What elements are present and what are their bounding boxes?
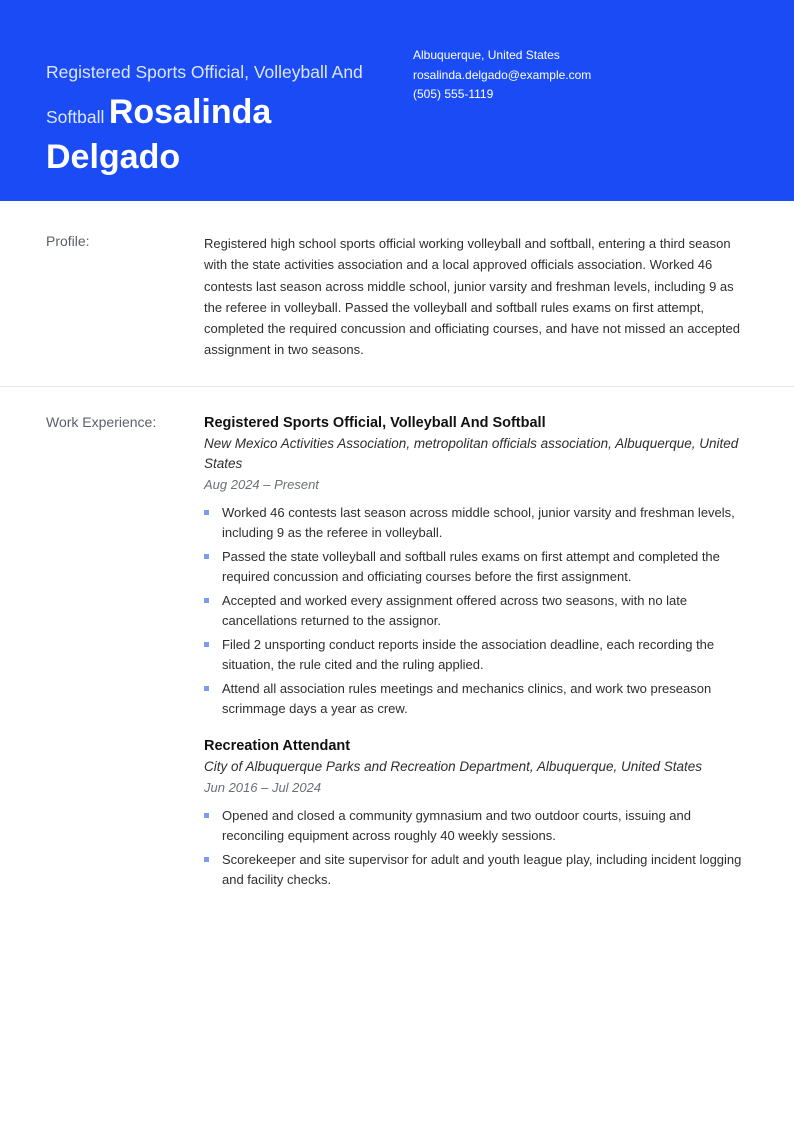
header-name: Rosalinda Delgado [46,93,272,176]
profile-label: Profile: [46,233,90,249]
bullet-square-icon [204,598,209,603]
bullet-text: Worked 46 contests last season across middle school, junior varsity and freshman levels, including 9 as the referee in volleyball. [222,505,735,540]
bullet-text: Opened and closed a community gymnasium and two outdoor courts, issuing and reconciling equipment across roughly 40 weekly sessions. [222,808,691,843]
work-experience-list [204,412,752,906]
header-title-block [46,52,386,177]
bullet-square-icon [204,686,209,691]
bullet-text: Passed the state volleyball and softball rules exams on first attempt and completed the required concussion and officiating courses before the first assignment. [222,549,720,584]
bullet-square-icon [204,642,209,647]
contact-info [413,46,591,105]
job-entry [204,735,752,890]
bullet-square-icon [204,510,209,515]
contact-email[interactable]: rosalinda.delgado@example.com [413,67,592,82]
bullet-item [204,679,752,719]
profile-text: Registered high school sports official working volleyball and softball, entering a third season with the state activities association and a local approved officials association. Worked 46 contests last season across middle school, junior varsity and freshman levels, including 9 as the referee in volleyball. Passed the volleyball and softball rules exams on first attempt, completed the required concussion and officiating courses, and have not missed an accepted assignment in two seasons. [204,236,740,358]
bullet-square-icon [204,554,209,559]
bullet-square-icon [204,813,209,818]
bullet-item [204,806,752,846]
resume-header [0,0,794,201]
job-entry [204,412,752,719]
contact-location: Albuquerque, United States [413,48,560,62]
bullet-square-icon [204,857,209,862]
job-bullets [204,806,752,890]
job-company: New Mexico Activities Association, metropolitan officials association, Albuquerque, United States [204,436,739,471]
bullet-item [204,635,752,675]
bullet-item [204,547,752,587]
job-title: Registered Sports Official, Volleyball And Softball [204,415,546,431]
job-company: City of Albuquerque Parks and Recreation Department, Albuquerque, United States [204,759,703,774]
job-bullets [204,503,752,719]
job-dates: Jun 2016 – Jul 2024 [204,780,322,795]
bullet-text: Scorekeeper and site supervisor for adult and youth league play, including incident logging and facility checks. [222,852,742,887]
bullet-item [204,503,752,543]
bullet-text: Attend all association rules meetings and mechanics clinics, and work two preseason scrimmage days a year as crew. [222,681,712,716]
section-divider [0,386,794,387]
bullet-text: Filed 2 unsporting conduct reports inside the association deadline, each recording the situation, the rule cited and the ruling applied. [222,637,715,672]
bullet-text: Accepted and worked every assignment offered across two seasons, with no late cancellations returned to the assignor. [222,593,688,628]
header-job-title: Registered Sports Official, Volleyball And Softball [46,62,363,127]
bullet-item [204,850,752,890]
contact-phone[interactable]: (505) 555-1119 [413,87,494,101]
work-experience-label: Work Experience: [46,414,157,430]
job-title: Recreation Attendant [204,738,351,754]
job-dates: Aug 2024 – Present [204,477,319,492]
bullet-item [204,591,752,631]
